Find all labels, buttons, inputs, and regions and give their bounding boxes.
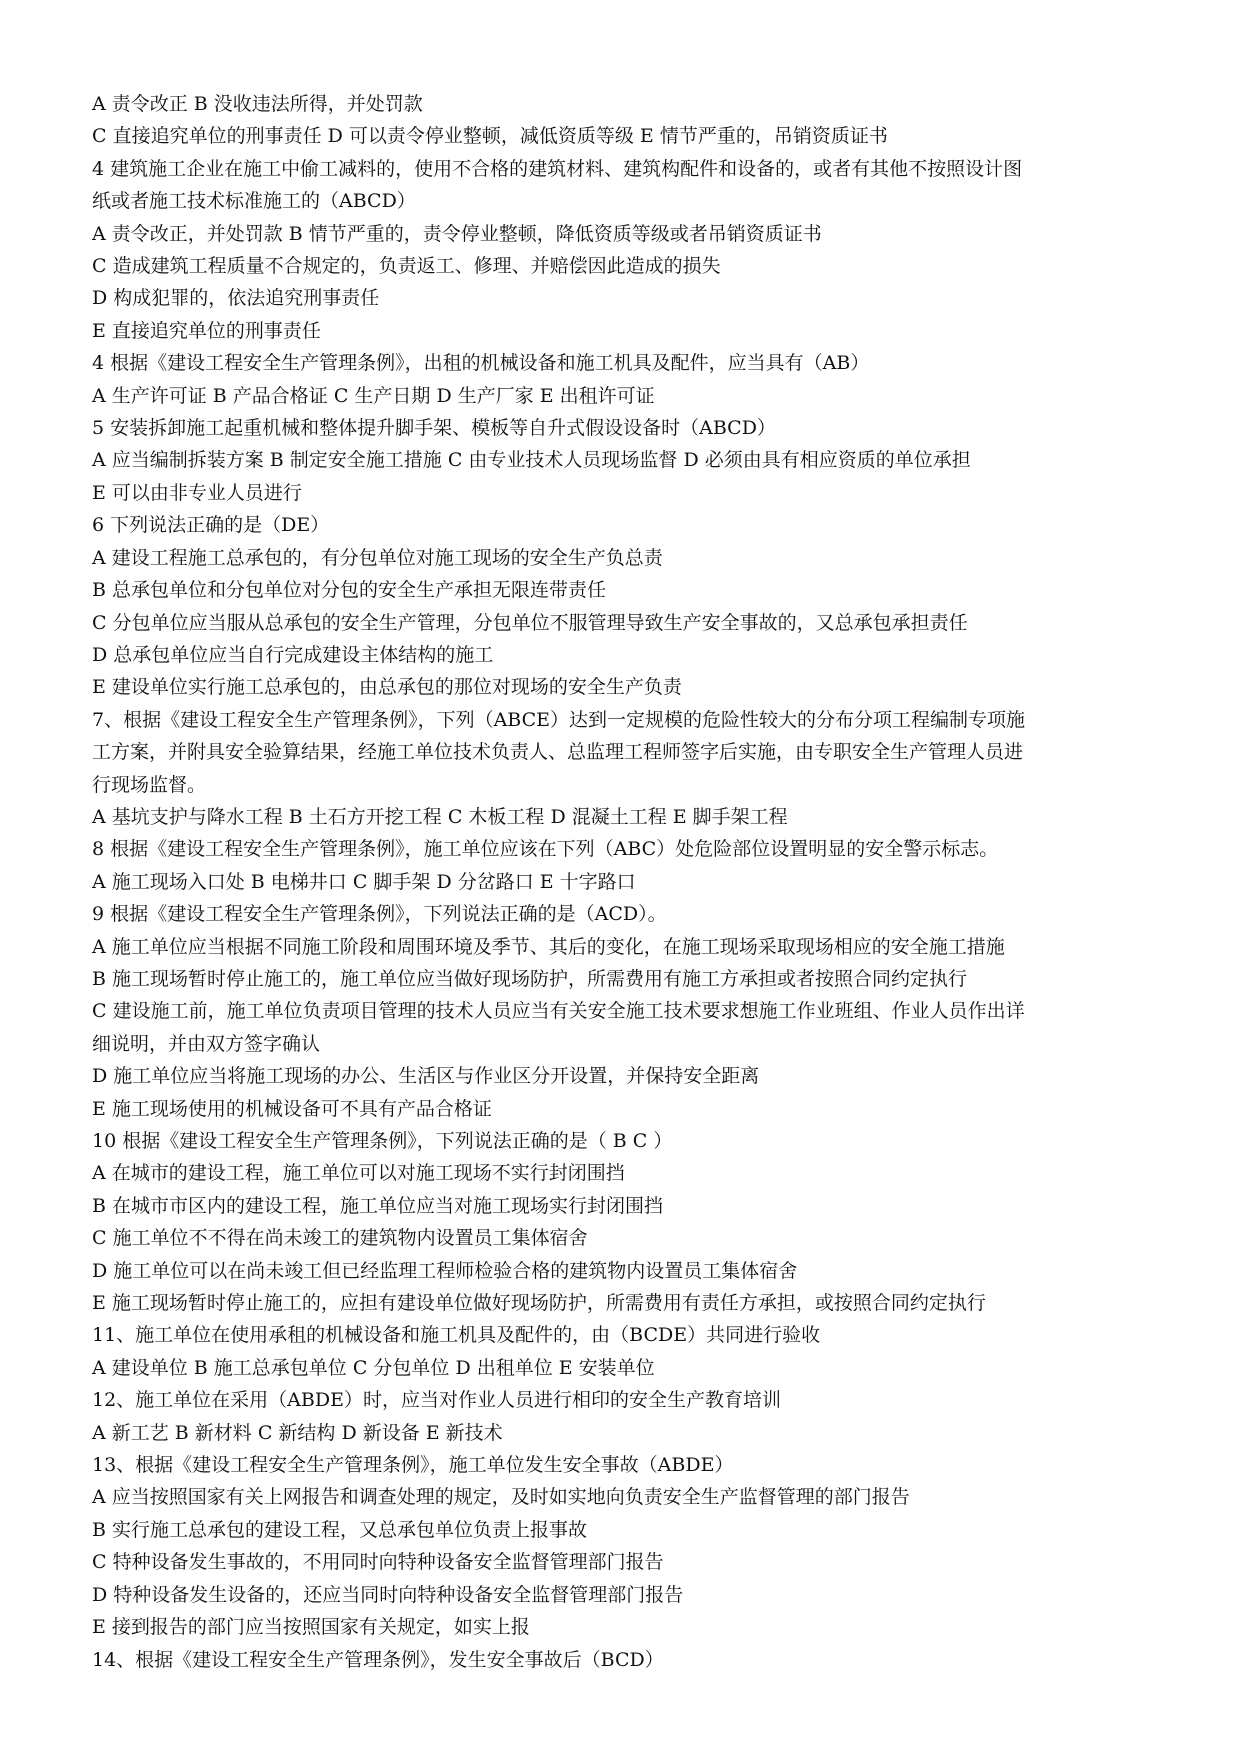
text-line: A 责令改正 B 没收违法所得，并处罚款	[92, 93, 423, 115]
text-line: A 在城市的建设工程，施工单位可以对施工现场不实行封闭围挡	[92, 1162, 625, 1185]
text-line: 8 根据《建设工程安全生产管理条例》，施工单位应该在下列（ABC）处危险部位设置明显的安全警示标志。	[92, 838, 999, 861]
text-line: 工方案，并附具安全验算结果，经施工单位技术负责人、总监理工程师签字后实施，由专职安全生产管理人员进	[92, 741, 1024, 764]
text-line: 4 建筑施工企业在施工中偷工减料的，使用不合格的建筑材料、建筑构配件和设备的，或者有其他不按照设计图	[92, 157, 1023, 180]
text-line: E 建设单位实行施工总承包的，由总承包的那位对现场的安全生产负责	[92, 676, 682, 699]
text-line: E 直接追究单位的刑事责任	[92, 319, 321, 342]
text-line: C 特种设备发生事故的，不用同时向特种设备安全监督管理部门报告	[92, 1551, 664, 1574]
text-line: 10 根据《建设工程安全生产管理条例》，下列说法正确的是（ B C ）	[92, 1130, 673, 1152]
text-line: 细说明，并由双方签字确认	[92, 1032, 321, 1055]
text-line: 12、施工单位在采用（ABDE）时，应当对作业人员进行相印的安全生产教育培训	[92, 1389, 781, 1412]
text-line: D 特种设备发生设备的，还应当同时向特种设备安全监督管理部门报告	[92, 1583, 684, 1606]
text-line: 纸或者施工技术标准施工的（ABCD）	[92, 190, 416, 213]
text-line: E 可以由非专业人员进行	[92, 481, 302, 504]
text-line: A 应当按照国家有关上网报告和调查处理的规定，及时如实地向负责安全生产监督管理的部门报告	[92, 1486, 910, 1509]
text-line: 6 下列说法正确的是（DE）	[92, 514, 330, 537]
text-line: A 建设单位 B 施工总承包单位 C 分包单位 D 出租单位 E 安装单位	[92, 1356, 655, 1379]
text-line: A 生产许可证 B 产品合格证 C 生产日期 D 生产厂家 E 出租许可证	[92, 384, 655, 407]
text-line: C 造成建筑工程质量不合规定的，负责返工、修理、并赔偿因此造成的损失	[92, 255, 721, 278]
text-line: 4 根据《建设工程安全生产管理条例》，出租的机械设备和施工机具及配件，应当具有（AB）	[92, 352, 870, 375]
text-line: B 总承包单位和分包单位对分包的安全生产承担无限连带责任	[92, 579, 607, 602]
text-line: C 施工单位不不得在尚未竣工的建筑物内设置员工集体宿舍	[92, 1227, 588, 1250]
text-line: B 施工现场暂时停止施工的，施工单位应当做好现场防护，所需费用有施工方承担或者按照合同约定执行	[92, 967, 968, 990]
text-line: E 施工现场暂时停止施工的，应担有建设单位做好现场防护，所需费用有责任方承担，或按照合同约定执行	[92, 1292, 986, 1315]
text-line: A 新工艺 B 新材料 C 新结构 D 新设备 E 新技术	[92, 1421, 503, 1444]
text-line: D 构成犯罪的，依法追究刑事责任	[92, 287, 380, 310]
text-line: 5 安装拆卸施工起重机械和整体提升脚手架、模板等自升式假设设备时（ABCD）	[92, 417, 776, 440]
text-line: 13、根据《建设工程安全生产管理条例》，施工单位发生安全事故（ABDE）	[92, 1454, 734, 1477]
text-line: B 实行施工总承包的建设工程，又总承包单位负责上报事故	[92, 1518, 588, 1541]
text-line: B 在城市市区内的建设工程，施工单位应当对施工现场实行封闭围挡	[92, 1194, 664, 1217]
text-line: A 责令改正，并处罚款 B 情节严重的，责令停业整顿，降低资质等级或者吊销资质证书	[92, 222, 822, 245]
text-line: 14、根据《建设工程安全生产管理条例》，发生安全事故后（BCD）	[92, 1648, 664, 1671]
text-line: C 分包单位应当服从总承包的安全生产管理，分包单位不服管理导致生产安全事故的，又总承包承担责任	[92, 611, 968, 634]
text-line: C 直接追究单位的刑事责任 D 可以责令停业整顿，减低资质等级 E 情节严重的，吊销资质证书	[92, 125, 888, 148]
text-line: A 施工现场入口处 B 电梯井口 C 脚手架 D 分岔路口 E 十字路口	[92, 870, 636, 893]
text-line: A 基坑支护与降水工程 B 土石方开挖工程 C 木板工程 D 混凝土工程 E 脚手架工程	[92, 805, 788, 828]
text-line: D 施工单位应当将施工现场的办公、生活区与作业区分开设置，并保持安全距离	[92, 1065, 760, 1088]
text-line: C 建设施工前，施工单位负责项目管理的技术人员应当有关安全施工技术要求想施工作业班组、作业人员作出详	[92, 1000, 1025, 1023]
text-line: D 总承包单位应当自行完成建设主体结构的施工	[92, 643, 494, 666]
document-body	[92, 88, 1172, 1676]
text-line: 11、施工单位在使用承租的机械设备和施工机具及配件的，由（BCDE）共同进行验收	[92, 1324, 821, 1347]
text-line: A 施工单位应当根据不同施工阶段和周围环境及季节、其后的变化，在施工现场采取现场相应的安全施工措施	[92, 935, 1005, 958]
text-line: D 施工单位可以在尚未竣工但已经监理工程师检验合格的建筑物内设置员工集体宿舍	[92, 1259, 798, 1282]
text-line: A 建设工程施工总承包的，有分包单位对施工现场的安全生产负总责	[92, 546, 663, 569]
text-line: 行现场监督。	[92, 773, 207, 796]
text-line: A 应当编制拆装方案 B 制定安全施工措施 C 由专业技术人员现场监督 D 必须由具有相应资质的单位承担	[92, 449, 971, 472]
text-line: 9 根据《建设工程安全生产管理条例》，下列说法正确的是（ACD）。	[92, 903, 667, 926]
text-line: E 接到报告的部门应当按照国家有关规定，如实上报	[92, 1616, 530, 1639]
text-line: 7、根据《建设工程安全生产管理条例》，下列（ABCE）达到一定规模的危险性较大的分布分项工程编制专项施	[92, 708, 1026, 731]
text-line: E 施工现场使用的机械设备可不具有产品合格证	[92, 1097, 492, 1120]
